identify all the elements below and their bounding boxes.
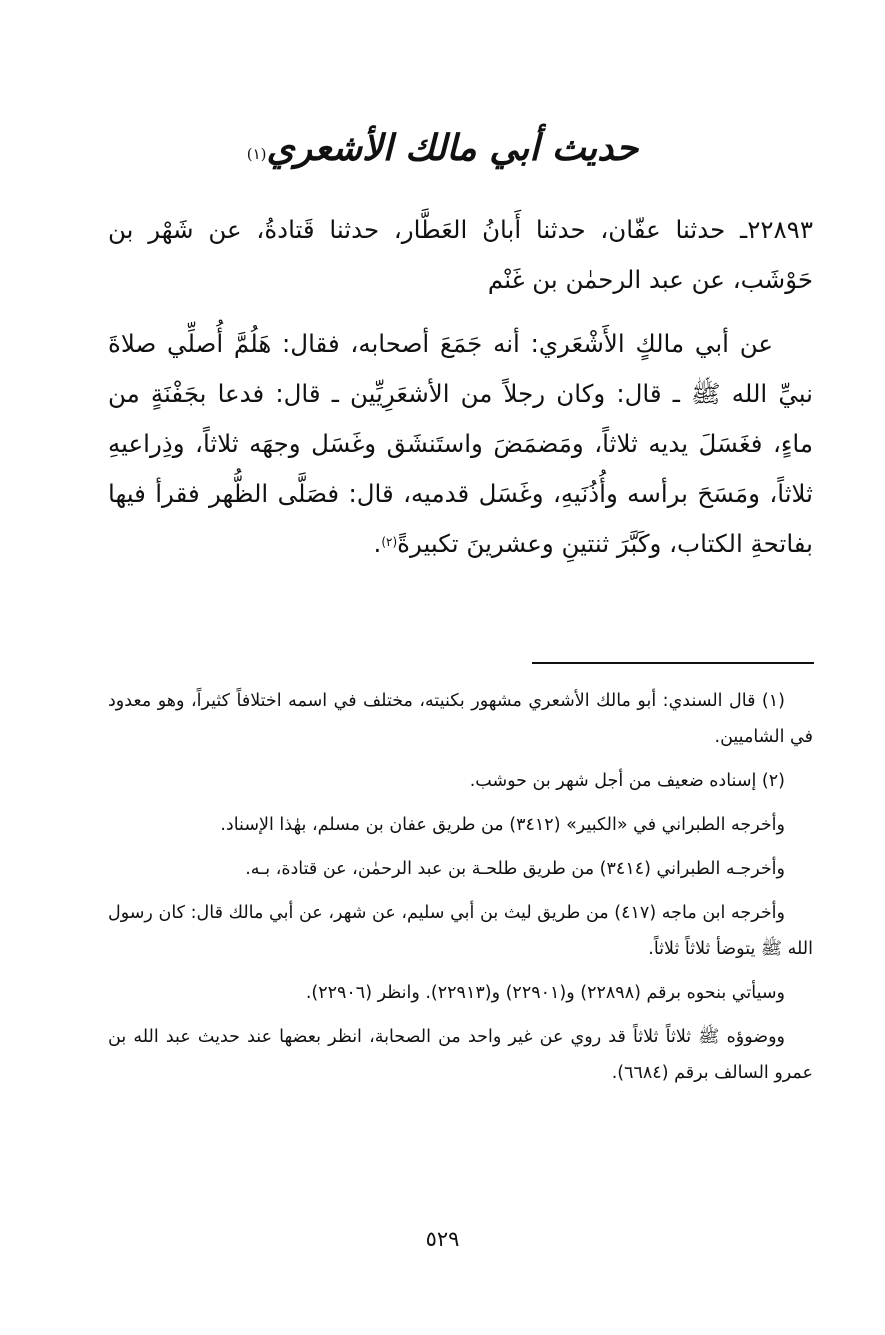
footnote-1: (١) قال السندي: أبو مالك الأشعري مشهور بكنيته، مختلف في اسمه اختلافاً كثيراً، وهو معدود في الشاميين. bbox=[108, 691, 813, 747]
hadith-isnad: ٢٢٨٩٣ـ حدثنا عفّان، حدثنا أَبانُ العَطَّار، حدثنا قَتادةُ، عن شَهْر بن حَوْشَب، عن عبد الرحمٰن بن غَنْم bbox=[108, 215, 813, 294]
matn-footnote-ref: (٢) bbox=[381, 535, 398, 549]
footnote-2-cross-ref: وسيأتي بنحوه برقم (٢٢٨٩٨) و(٢٢٩٠١) و(٢٢٩١٣). وانظر (٢٢٩٠٦). bbox=[305, 983, 785, 1003]
hadith-matn-text: عن أبي مالكٍ الأَشْعَري: أنه جَمَعَ أصحابه، فقال: هَلُمَّ أُصلِّي صلاةَ نبيِّ الله ﷺ ـ قال: وكان رجلاً من الأشعَرِيِّين ـ قال: فدعا بجَفْنَةٍ من ماءٍ، فغَسَلَ يديه ثلاثاً، ومَضمَضَ واستَنشَق وغَسَل وجهَه ثلاثاً، وذِراعيهِ ثلاثاً، ومَسَحَ برأسه وأُذُنَيهِ، وغَسَل قدميه، قال: فصَلَّى الظُّهر فقرأ فيها بفاتحةِ الكتاب، وكَبَّرَ ثنتينِ وعشرينَ تكبيرةً bbox=[108, 329, 813, 558]
title-text: حديث أبي مالك الأشعري bbox=[266, 127, 639, 169]
footnote-2-remark: ووضوؤه ﷺ ثلاثاً ثلاثاً قد روي عن غير واحد من الصحابة، انظر بعضها عند حديث عبد الله بن عمرو السالف برقم (٦٦٨٤). bbox=[108, 1027, 813, 1083]
footnote-2-takhrij-1: وأخرجه الطبراني في «الكبير» (٣٤١٢) من طريق عفان بن مسلم، بهٰذا الإسناد. bbox=[220, 815, 785, 835]
page-number: ٥٢٩ bbox=[425, 1227, 460, 1251]
title-footnote-ref: (١) bbox=[246, 145, 267, 163]
footnote-2: (٢) إسناده ضعيف من أجل شهر بن حوشب. bbox=[469, 771, 785, 791]
hadith-body bbox=[108, 205, 813, 569]
footnote-2-takhrij-3: وأخرجه ابن ماجه (٤١٧) من طريق ليث بن أبي سليم، عن شهر، عن أبي مالك قال: كان رسول الله ﷺ يتوضأ ثلاثاً ثلاثاً. bbox=[108, 903, 813, 959]
footnote-2-takhrij-2: وأخرجـه الطبراني (٣٤١٤) من طريق طلحـة بن عبد الرحمٰن، عن قتادة، بـه. bbox=[245, 859, 785, 879]
matn-end: . bbox=[373, 529, 382, 558]
footnotes bbox=[108, 683, 813, 1091]
hadith-title bbox=[0, 118, 885, 178]
footnote-divider bbox=[532, 662, 814, 664]
hadith-matn bbox=[108, 319, 813, 569]
